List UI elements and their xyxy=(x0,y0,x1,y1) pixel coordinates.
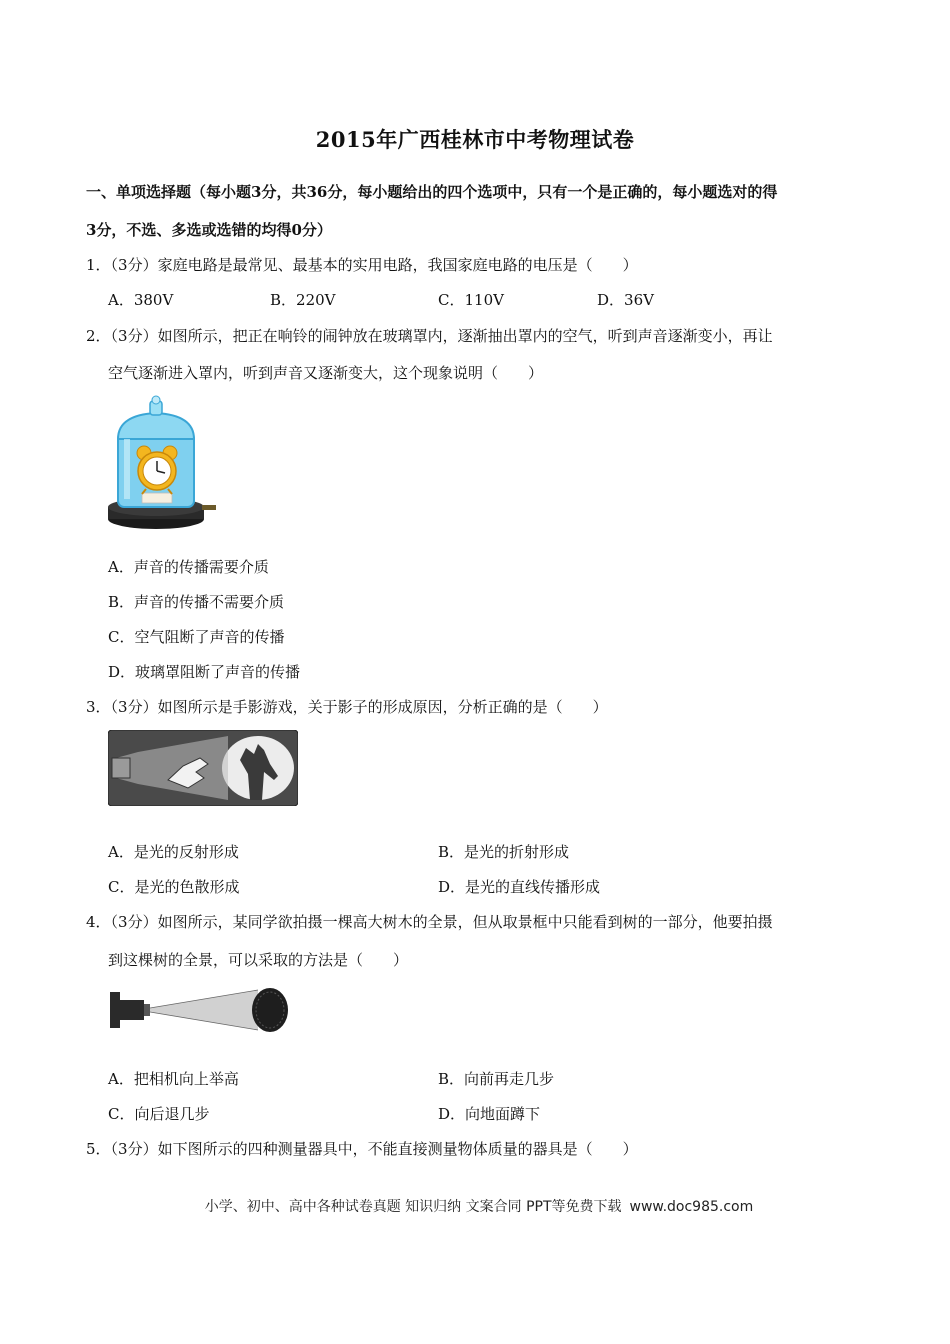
page-title: 2015年广西桂林市中考物理试卷 xyxy=(315,127,635,152)
q1-option-b: B．220V xyxy=(270,291,336,309)
q3-option-b: B．是光的折射形成 xyxy=(438,843,570,861)
section-heading-line2: 3分，不选、多选或选错的均得0分） xyxy=(86,221,332,239)
question-2-text-line1: 2．（3分）如图所示，把正在响铃的闹钟放在玻璃罩内，逐渐抽出罩内的空气，听到声音逐渐变小，再让 xyxy=(86,327,773,345)
hand-shadow-figure xyxy=(108,730,298,806)
q3-option-d: D．是光的直线传播形成 xyxy=(438,878,601,896)
q1-option-a: A．380V xyxy=(108,291,174,309)
q4-option-a: A．把相机向上举高 xyxy=(108,1070,239,1088)
question-5-text: 5．（3分）如下图所示的四种测量器具中，不能直接测量物体质量的器具是（ ） xyxy=(86,1140,638,1158)
question-4-text-line1: 4．（3分）如图所示，某同学欲拍摄一棵高大树木的全景，但从取景框中只能看到树的一部分，他要拍摄 xyxy=(86,913,773,931)
footer-text: 小学、初中、高中各种试卷真题 知识归纳 文案合同 PPT等免费下载 xyxy=(204,1199,622,1215)
question-3-text: 3．（3分）如图所示是手影游戏，关于影子的形成原因，分析正确的是（ ） xyxy=(86,698,608,716)
q3-option-a: A．是光的反射形成 xyxy=(108,843,239,861)
q4-option-c: C．向后退几步 xyxy=(108,1105,210,1123)
q2-option-a: A．声音的传播需要介质 xyxy=(108,558,269,576)
q1-option-c: C．110V xyxy=(438,291,504,309)
q1-option-d: D．36V xyxy=(597,291,654,309)
question-4-text-line2: 到这棵树的全景，可以采取的方法是（ ） xyxy=(108,951,409,969)
q3-option-c: C．是光的色散形成 xyxy=(108,878,240,896)
q4-option-b: B．向前再走几步 xyxy=(438,1070,555,1088)
q2-option-d: D．玻璃罩阻断了声音的传播 xyxy=(108,663,301,681)
q4-option-d: D．向地面蹲下 xyxy=(438,1105,541,1123)
page-footer xyxy=(0,1196,950,1216)
q2-option-c: C．空气阻断了声音的传播 xyxy=(108,628,285,646)
bell-jar-alarm-clock-figure xyxy=(106,395,218,533)
camera-tree-figure xyxy=(108,986,298,1034)
question-2-text-line2: 空气逐渐进入罩内，听到声音又逐渐变大，这个现象说明（ ） xyxy=(108,364,544,382)
question-1-text: 1．（3分）家庭电路是最常见、最基本的实用电路，我国家庭电路的电压是（ ） xyxy=(86,256,638,274)
section-heading-line1: 一、单项选择题（每小题3分，共36分，每小题给出的四个选项中，只有一个是正确的，每小题选对的得 xyxy=(86,183,778,201)
q2-option-b: B．声音的传播不需要介质 xyxy=(108,593,285,611)
footer-url[interactable]: www.doc985.com xyxy=(629,1199,754,1215)
